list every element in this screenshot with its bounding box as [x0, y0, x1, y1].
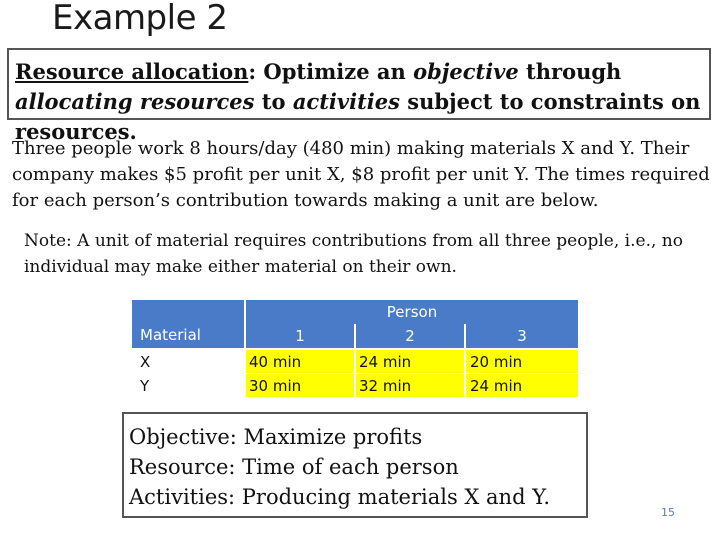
cell-y-3-text: 24 min	[470, 377, 523, 395]
definition-text-2: through	[518, 59, 622, 84]
person-group-header	[246, 300, 578, 324]
definition-text-1: : Optimize an	[248, 59, 414, 84]
definition-text-4: subject to constraints on resources.	[15, 89, 701, 144]
problem-description: Three people work 8 hours/day (480 min) making materials X and Y. Their company makes $5 profit per unit X, $8 profit per unit Y. The times required for each person’s contribution towards making a unit are below.	[12, 138, 710, 211]
row-header-cell	[132, 300, 244, 348]
summary-resource: Resource: Time of each person	[129, 455, 459, 479]
cell-x-1-text: 40 min	[249, 353, 302, 371]
cell-y-2	[356, 374, 464, 397]
cell-y-2-text: 32 min	[359, 377, 412, 395]
page-number: 15	[661, 506, 675, 519]
definition-text-3: to	[254, 89, 293, 114]
definition-term: Resource allocation	[15, 59, 249, 84]
row-label-y	[132, 374, 244, 397]
row-header-label: Material	[140, 326, 201, 344]
summary-box	[122, 412, 588, 518]
cell-y-3	[466, 374, 578, 397]
cell-x-1	[246, 350, 354, 373]
column-header-1-label: 1	[295, 327, 305, 345]
cell-y-1	[246, 374, 354, 397]
slide-title: Example 2	[52, 0, 228, 38]
cell-x-3-text: 20 min	[470, 353, 523, 371]
cell-x-2-text: 24 min	[359, 353, 412, 371]
person-group-label: Person	[386, 303, 438, 321]
summary-activities: Activities: Producing materials X and Y.	[129, 485, 551, 509]
row-label-x	[132, 350, 244, 373]
row-label-x-text: X	[140, 353, 151, 371]
cell-x-2	[356, 350, 464, 373]
definition-activities: activities	[292, 89, 400, 114]
problem-note: Note: A unit of material requires contributions from all three people, i.e., no individual may make either material on their own.	[24, 231, 683, 277]
definition-box	[7, 48, 711, 144]
definition-allocating: allocating resources	[15, 89, 255, 114]
cell-x-3	[466, 350, 578, 373]
time-table	[132, 300, 578, 398]
cell-y-1-text: 30 min	[249, 377, 302, 395]
column-header-2	[356, 324, 464, 348]
column-header-1	[246, 324, 354, 348]
summary-objective: Objective: Maximize profits	[129, 425, 423, 449]
column-header-3	[466, 324, 578, 348]
column-header-3-label: 3	[517, 327, 527, 345]
row-label-y-text: Y	[140, 377, 150, 395]
column-header-2-label: 2	[405, 327, 415, 345]
definition-objective: objective	[413, 59, 519, 84]
